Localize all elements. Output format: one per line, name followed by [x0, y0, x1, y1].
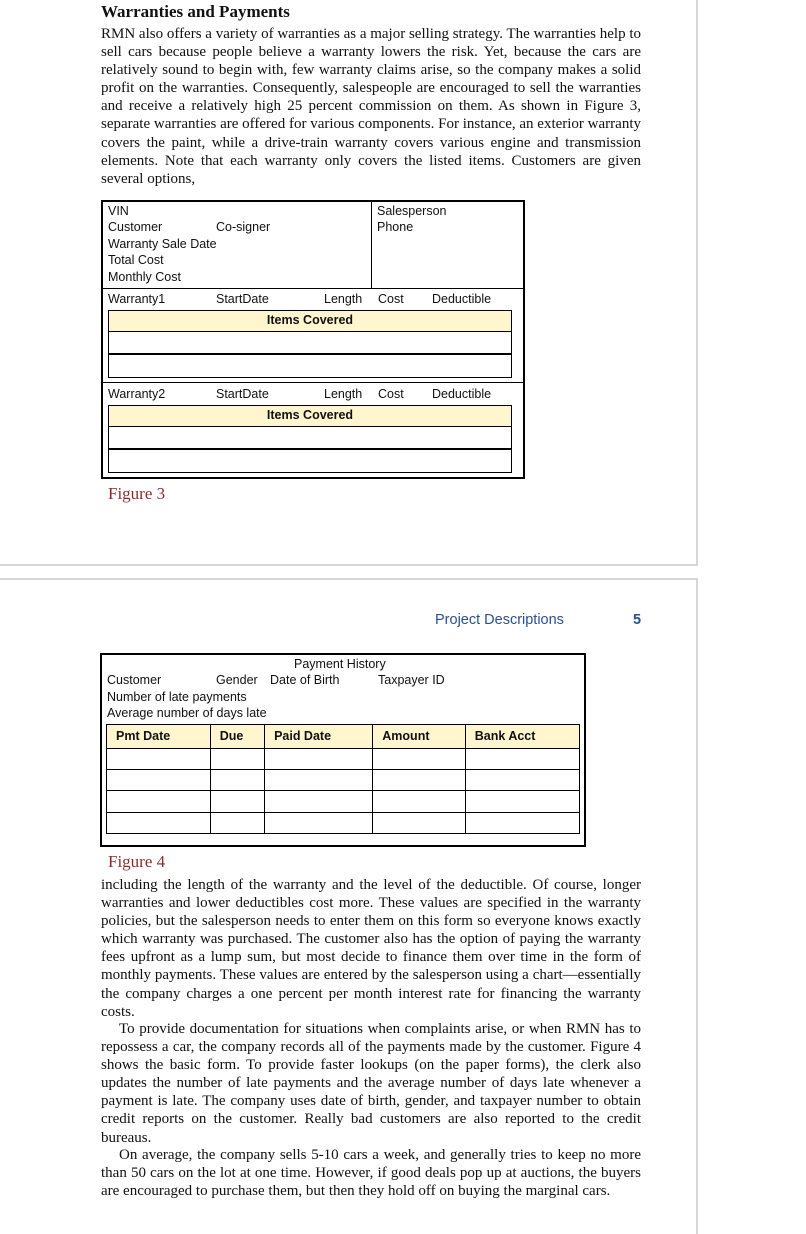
table-row: [107, 812, 580, 833]
table-row: [107, 769, 580, 790]
page-border-top: [0, 578, 698, 580]
warranty1-startdate-label: StartDate: [216, 292, 269, 306]
taxpayer-id-label: Taxpayer ID: [378, 673, 445, 687]
page-border-bottom: [0, 564, 698, 566]
cosigner-label: Co-signer: [216, 220, 271, 234]
page-border-right-bottom: [696, 578, 698, 1234]
warranty2-deductible-label: Deductible: [432, 387, 492, 401]
paragraph-payments: To provide documentation for situations when complaints arise, or when RMN has to repossess a car, the company records all of the payments made by the customer. Figure 4 shows the basic form. To provide faster lookups (on the paper forms), the clerk also updates the number of late payments and the average number of days late whenever a payment is late. The company uses date of birth, gender, and taxpayer number to obtain credit reports on the customer. Really bad customers are also reported to the credit bureaus.: [101, 1021, 641, 1146]
payment-table-header: [107, 725, 580, 749]
warranty2-length-label: Length: [324, 387, 363, 401]
warranty1-items-row-line: [109, 353, 511, 355]
column-pmt-date: Pmt Date: [107, 725, 211, 749]
warranty1-length-label: Length: [324, 292, 363, 306]
salesperson-label: Salesperson: [377, 204, 447, 218]
figure4-caption: Figure 4: [108, 852, 166, 871]
phone-label: Phone: [377, 220, 414, 234]
column-bank-acct: Bank Acct: [465, 725, 579, 749]
date-of-birth-label: Date of Birth: [270, 673, 340, 687]
avg-days-late-label: Average number of days late: [107, 706, 267, 720]
warranty2-items-table: [108, 405, 512, 473]
payment-table: [106, 724, 580, 834]
warranty-sale-date-label: Warranty Sale Date: [108, 237, 217, 251]
warranty2-items-row-line: [109, 448, 511, 450]
header-separator: [103, 288, 523, 289]
warranty1-cost-label: Cost: [378, 292, 404, 306]
gender-label: Gender: [216, 673, 258, 687]
column-amount: Amount: [373, 725, 465, 749]
column-paid-date: Paid Date: [265, 725, 373, 749]
column-due: Due: [210, 725, 264, 749]
page-number: 5: [633, 612, 642, 628]
total-cost-label: Total Cost: [108, 253, 164, 267]
customer-label: Customer: [107, 673, 162, 687]
paragraph-warranty-options: including the length of the warranty and the level of the deductible. Of course, longer warranties and lower deductibles cost more. These values are specified in the warranty policies, but the salesperson needs to enter them on this form so everyone knows exactly which warranty was purchased. The customer also has the option of paying the warranty fees upfront as a lump sum, but most decide to finance them over time in the form of monthly payments. These values are entered by the salesperson using a chart—essentially the company charges a one percent per month interest rate for financing the warranty costs.: [101, 877, 641, 1020]
warranty1-label: Warranty1: [108, 292, 166, 306]
figure3-caption: Figure 3: [108, 484, 166, 503]
table-row: [107, 748, 580, 769]
warranty-form: [101, 200, 525, 479]
customer-label: Customer: [108, 220, 163, 234]
warranty2-cost-label: Cost: [378, 387, 404, 401]
warranty1-deductible-label: Deductible: [432, 292, 492, 306]
section-heading: Warranties and Payments: [101, 2, 290, 21]
vin-label: VIN: [108, 204, 129, 218]
monthly-cost-label: Monthly Cost: [108, 270, 181, 284]
paragraph-warranties: RMN also offers a variety of warranties as a major selling strategy. The warranties help to sell cars because people believe a warranty lowers the risk. Yet, because the cars are relatively sound to begin with, few warranty claims arise, so the company makes a solid profit on the warranties. Consequently, salespeople are encouraged to sell the warranties and receive a relatively high 25 percent commission on them. As shown in Figure 3, separate warranties are offered for various components. For instance, an exterior warranty covers the paint, while a drive-train warranty covers various engine and transmission elements. Note that each warranty only covers the listed items. Customers are given several options,: [101, 26, 641, 187]
warranty-separator: [103, 382, 523, 383]
header-divider: [371, 202, 372, 288]
warranty2-label: Warranty2: [108, 387, 166, 401]
warranty2-items-header: Items Covered: [109, 406, 511, 427]
table-row: [107, 791, 580, 812]
payment-history-title: Payment History: [294, 657, 386, 671]
running-header-title: Project Descriptions: [435, 612, 564, 628]
warranty1-items-header: Items Covered: [109, 311, 511, 332]
paragraph-sales-volume: On average, the company sells 5-10 cars a week, and generally tries to keep no more than 50 cars on the lot at one time. However, if good deals pop up at auctions, the buyers are encouraged to purchase them, but then they hold off on buying the marginal cars.: [101, 1147, 641, 1200]
warranty1-items-table: [108, 310, 512, 378]
late-payments-label: Number of late payments: [107, 690, 247, 704]
warranty2-startdate-label: StartDate: [216, 387, 269, 401]
page-border-right-top: [696, 0, 698, 566]
